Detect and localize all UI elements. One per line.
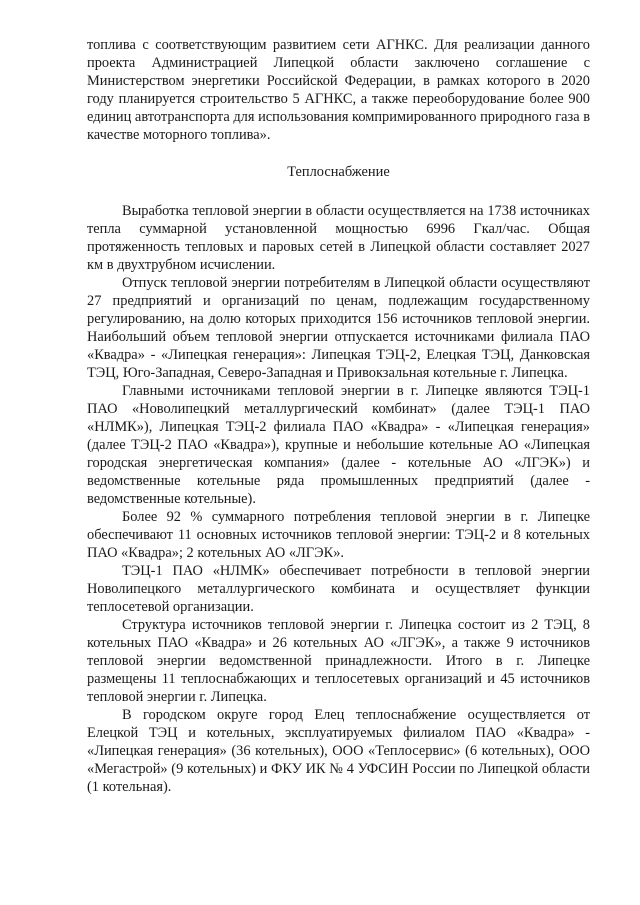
paragraph-consumption-share: Более 92 % суммарного потребления тепловой энергии в г. Липецке обеспечивают 11 основных источников тепловой энергии: ТЭЦ-2 и 8 котельных ПАО «Квадра»; 2 котельных АО «ЛГЭК». <box>87 509 590 561</box>
paragraph-source-structure: Структура источников тепловой энергии г. Липецка состоит из 2 ТЭЦ, 8 котельных ПАО «Квадра» и 26 котельных АО «ЛГЭК», а также 9 источников тепловой энергии ведомственной принадлежности. Итого в г. Липецке размещены 11 теплоснабжающих и теплосетевых организаций и 45 источников тепловой энергии г. Липецка. <box>87 617 590 705</box>
section-title: Теплоснабжение <box>287 164 390 180</box>
paragraph-tec1-nlmk: ТЭЦ-1 ПАО «НЛМК» обеспечивает потребности в тепловой энергии Новолипецкого металлургического комбината и осуществляет функции теплосетевой организации. <box>87 563 590 615</box>
paragraph-lipetsk-main-sources: Главными источниками тепловой энергии в г. Липецке являются ТЭЦ-1 ПАО «Новолипецкий металлургический комбинат» (далее ТЭЦ-1 ПАО «НЛМК»), Липецкая ТЭЦ-2 филиала ПАО «Квадра» - «Липецкая генерация» (далее ТЭЦ-2 ПАО «Квадра»), крупные и небольшие котельные АО «Липецкая городская энергетическая компания» (далее - котельные АО «ЛГЭК») и ведомственные котельные ряда промышленных предприятий (далее - ведомственные котельные). <box>87 383 590 507</box>
intro-paragraph: топлива с соответствующим развитием сети АГНКС. Для реализации данного проекта Администрацией Липецкой области заключено соглашение с Министерством энергетики Российской Федерации, в рамках которого в 2020 году планируется строительство 5 АГНКС, а также переоборудование более 900 единиц автотранспорта для использования компримированного природного газа в качестве моторного топлива». <box>87 37 590 143</box>
paragraph-heat-supply-organizations: Отпуск тепловой энергии потребителям в Липецкой области осуществляют 27 предприятий и организаций по ценам, подлежащим государственному регулированию, на долю которых приходится 156 источников тепловой энергии. Наибольший объем тепловой энергии отпускается источниками филиала ПАО «Квадра» - «Липецкая генерация»: Липецкая ТЭЦ-2, Елецкая ТЭЦ, Данковская ТЭЦ, Юго-Западная, Северо-Западная и Привокзальная котельные г. Липецка. <box>87 275 590 381</box>
paragraph-heat-production: Выработка тепловой энергии в области осуществляется на 1738 источниках тепла суммарной установленной мощностью 6996 Гкал/час. Общая протяженность тепловых и паровых сетей в Липецкой области составляет 2027 км в двухтрубном исчислении. <box>87 203 590 273</box>
paragraph-yelets-supply: В городском округе город Елец теплоснабжение осуществляется от Елецкой ТЭЦ и котельных, эксплуатируемых филиалом ПАО «Квадра» - «Липецкая генерация» (36 котельных), ООО «Теплосервис» (6 котельных), ООО «Мегастрой» (9 котельных) и ФКУ ИК № 4 УФСИН России по Липецкой области (1 котельная). <box>87 707 590 795</box>
